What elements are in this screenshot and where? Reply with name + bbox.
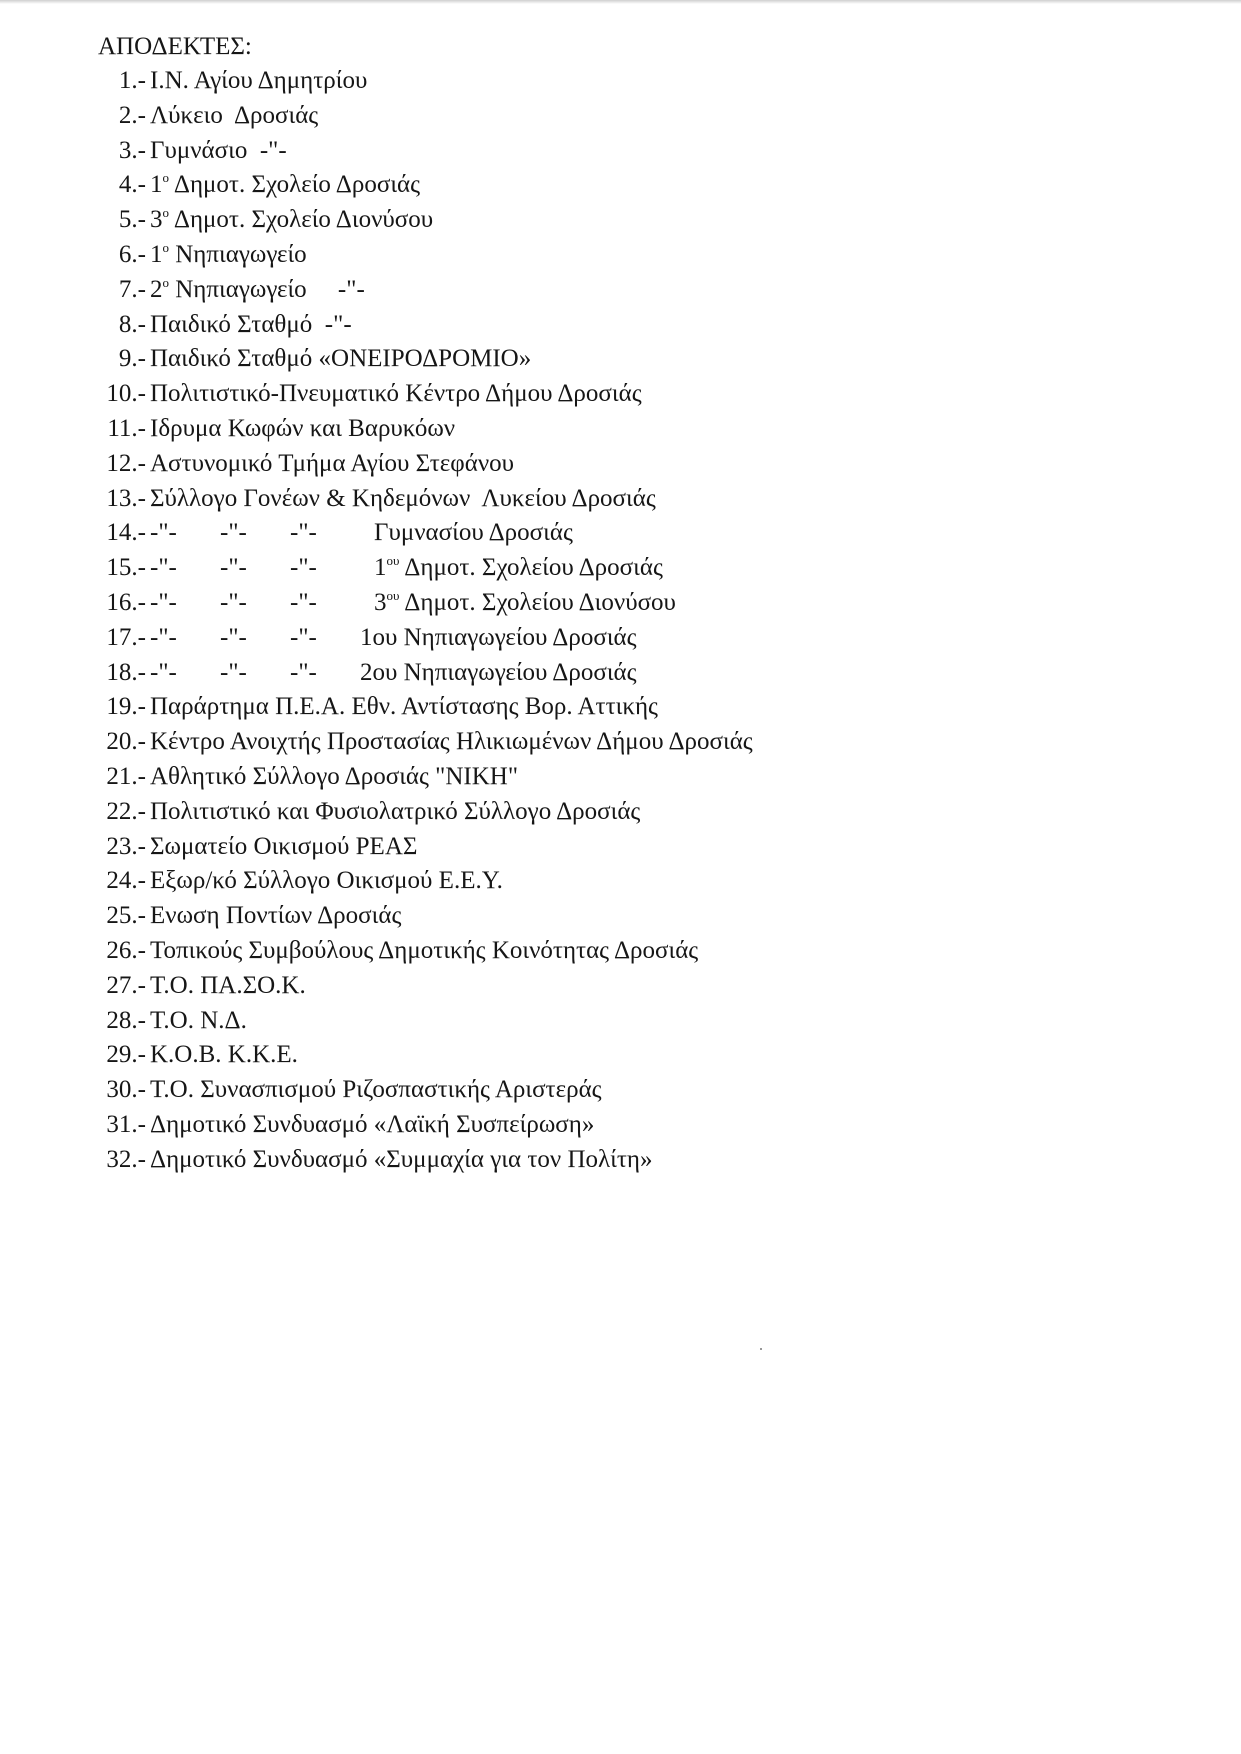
item-number: 27.- (106, 971, 146, 999)
item-number: 18.- (106, 658, 146, 686)
ditto-mark: -"- (150, 519, 177, 547)
item-number: 3.- (118, 136, 146, 164)
ditto-mark: -"- (150, 554, 177, 582)
ordinal-number: 2 (150, 275, 163, 303)
item-text: 2ου Νηπιαγωγείου Δροσιάς (360, 658, 637, 686)
item-text: Κέντρο Ανοιχτής Προστασίας Ηλικιωμένων Δήμου Δροσιάς (150, 728, 753, 756)
item-text: Δημοτικό Συνδυασμό «Συμμαχία για τον Πολίτη» (150, 1145, 653, 1173)
ordinal-number: 1 (374, 554, 387, 582)
item-text: Παιδικό Σταθμό -"- (150, 310, 352, 338)
item-text: Σωματείο Οικισμού ΡΕΑΣ (150, 832, 418, 860)
item-text: Αθλητικό Σύλλογο Δροσιάς "ΝΙΚΗ" (150, 762, 519, 790)
ordinal-number: 1 (150, 171, 163, 199)
item-text: Νηπιαγωγείο (169, 240, 307, 268)
item-text: Τ.Ο. Ν.Δ. (150, 1006, 247, 1034)
item-number: 12.- (106, 449, 146, 477)
item-text: Ιδρυμα Κωφών και Βαρυκόων (150, 414, 456, 442)
item-number: 21.- (106, 762, 146, 790)
item-text: Αστυνομικό Τμήμα Αγίου Στεφάνου (150, 449, 515, 477)
item-text: Γυμνασίου Δροσιάς (374, 519, 573, 547)
item-text: Γυμνάσιο -"- (150, 136, 287, 164)
item-number: 13.- (106, 484, 146, 512)
item-number: 8.- (118, 310, 146, 338)
item-text: Παράρτημα Π.Ε.Α. Εθν. Αντίστασης Βορ. Αττικής (150, 693, 658, 721)
ordinal-suffix: ο (162, 205, 169, 221)
item-text: Ι.Ν. Αγίου Δημητρίου (150, 67, 368, 94)
item-text: Σύλλογο Γονέων & Κηδεμόνων Λυκείου Δροσιάς (150, 484, 656, 512)
ditto-mark: -"- (290, 588, 317, 616)
item-number: 24.- (106, 867, 146, 895)
item-number: 25.- (106, 902, 146, 930)
item-number: 6.- (118, 240, 146, 268)
item-text: Δημοτ. Σχολείο Δροσιάς (169, 171, 421, 199)
item-text: Κ.Ο.Β. Κ.Κ.Ε. (150, 1041, 298, 1069)
item-number: 26.- (106, 936, 146, 964)
ordinal-suffix: ου (386, 553, 400, 569)
item-number: 17.- (106, 623, 146, 651)
item-text: Δημοτ. Σχολείου Διονύσου (399, 588, 676, 616)
ditto-mark: -"- (220, 588, 247, 616)
item-number: 23.- (106, 832, 146, 860)
item-number: 10.- (106, 380, 146, 408)
ditto-mark: -"- (290, 554, 317, 582)
item-number: 11.- (107, 414, 146, 442)
ditto-mark: -"- (220, 554, 247, 582)
item-text: Εξωρ/κό Σύλλογο Οικισμού Ε.Ε.Υ. (150, 867, 503, 895)
ditto-mark: -"- (220, 658, 247, 686)
ordinal-suffix: ο (162, 274, 169, 290)
item-number: 29.- (106, 1041, 146, 1069)
ditto-mark: -"- (290, 658, 317, 686)
item-text: Λύκειο Δροσιάς (150, 101, 319, 129)
ditto-mark: -"- (150, 658, 177, 686)
item-text: Πολιτιστικό-Πνευματικό Κέντρο Δήμου Δροσιάς (150, 380, 642, 408)
item-text: 1ου Νηπιαγωγείου Δροσιάς (360, 623, 637, 651)
item-text: Τ.Ο. Συνασπισμού Ριζοσπαστικής Αριστεράς (150, 1076, 602, 1104)
item-text: Δημοτ. Σχολείου Δροσιάς (399, 554, 663, 582)
item-number: 9.- (118, 345, 146, 373)
ordinal-suffix: ου (386, 587, 400, 603)
item-number: 5.- (118, 206, 146, 234)
item-text: Ενωση Ποντίων Δροσιάς (150, 902, 402, 930)
item-number: 2.- (118, 101, 146, 129)
item-text: Τοπικούς Συμβούλους Δημοτικής Κοινότητας Δροσιάς (150, 936, 699, 964)
ordinal-suffix: ο (162, 170, 169, 186)
item-text: Δημοτ. Σχολείο Διονύσου (169, 206, 434, 234)
ordinal-suffix: ο (162, 239, 169, 255)
item-text: Παιδικό Σταθμό «ΟΝΕΙΡΟΔΡΟΜΙΟ» (150, 345, 532, 373)
item-text: Τ.Ο. ΠΑ.ΣΟ.Κ. (150, 971, 306, 999)
ordinal-number: 3 (374, 588, 387, 616)
ditto-mark: -"- (220, 623, 247, 651)
item-number: 32.- (106, 1145, 146, 1173)
recipients-heading: ΑΠΟΔΕΚΤΕΣ: (98, 33, 252, 60)
ditto-mark: -"- (220, 519, 247, 547)
item-number: 20.- (106, 728, 146, 756)
item-number: 15.- (106, 554, 146, 582)
item-text: Δημοτικό Συνδυασμό «Λαϊκή Συσπείρωση» (150, 1110, 595, 1138)
scan-edge-shadow (0, 0, 1241, 4)
item-number: 30.- (106, 1076, 146, 1104)
scan-speck (760, 1348, 762, 1350)
item-number: 28.- (106, 1006, 146, 1034)
ordinal-number: 3 (150, 206, 163, 234)
ditto-mark: -"- (290, 519, 317, 547)
ditto-mark: -"- (150, 588, 177, 616)
item-number: 1.- (118, 67, 146, 94)
item-text: Νηπιαγωγείο -"- (169, 275, 365, 303)
ditto-mark: -"- (290, 623, 317, 651)
ordinal-number: 1 (150, 240, 163, 268)
ditto-mark: -"- (150, 623, 177, 651)
item-number: 22.- (106, 797, 146, 825)
item-number: 4.- (118, 171, 146, 199)
item-number: 16.- (106, 588, 146, 616)
item-number: 14.- (106, 519, 146, 547)
item-number: 31.- (106, 1110, 146, 1138)
item-number: 19.- (106, 693, 146, 721)
item-number: 7.- (118, 275, 146, 303)
item-text: Πολιτιστικό και Φυσιολατρικό Σύλλογο Δροσιάς (150, 797, 641, 825)
